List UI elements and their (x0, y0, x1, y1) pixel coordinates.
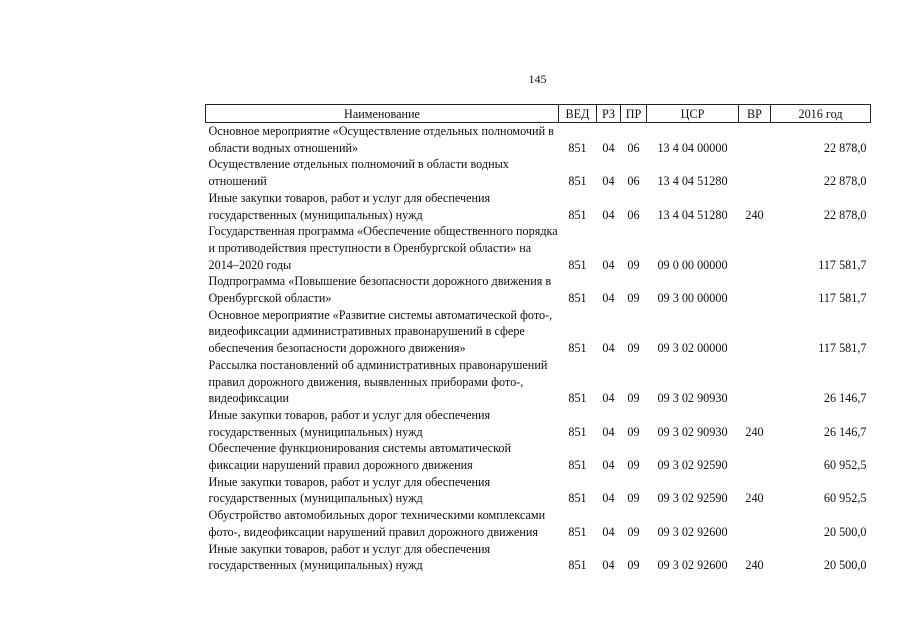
row-amount: 60 952,5 (823, 458, 867, 473)
table-row (206, 223, 871, 273)
row-vr: 240 (745, 424, 764, 439)
row-pr: 09 (627, 391, 640, 406)
row-vr: 240 (745, 207, 764, 222)
row-csr: 09 3 02 92590 (657, 491, 728, 506)
row-ved: 851 (568, 424, 587, 439)
table-row (206, 407, 871, 440)
row-rz: 04 (602, 424, 615, 439)
row-pr: 09 (627, 341, 640, 356)
row-rz: 04 (602, 257, 615, 272)
row-name: Основное мероприятие «Развитие системы автоматической фото-, видеофиксации административных правонарушений в сфере обеспечения безопасности дорожного движения» (208, 307, 553, 356)
row-name: Иные закупки товаров, работ и услуг для обеспечения государственных (муниципальных) нужд (208, 407, 491, 439)
row-vr (739, 507, 771, 540)
row-vr: 240 (745, 491, 764, 506)
budget-table (205, 104, 871, 574)
header-year: 2016 год (771, 105, 871, 123)
row-name: Обеспечение функционирования системы автоматической фиксации нарушений правил дорожного движения (208, 441, 511, 473)
row-pr: 09 (627, 291, 640, 306)
row-csr: 09 3 02 90930 (657, 424, 728, 439)
row-rz: 04 (602, 140, 615, 155)
row-amount: 22 878,0 (823, 207, 867, 222)
row-ved: 851 (568, 524, 587, 539)
row-csr: 13 4 04 00000 (657, 140, 728, 155)
row-pr: 09 (627, 558, 640, 573)
table-row (206, 357, 871, 407)
row-ved: 851 (568, 341, 587, 356)
row-csr: 09 3 00 00000 (657, 291, 728, 306)
row-vr (739, 357, 771, 407)
row-pr: 09 (627, 424, 640, 439)
header-rz: РЗ (597, 105, 621, 123)
row-amount: 20 500,0 (823, 558, 867, 573)
table-body (206, 123, 871, 574)
header-csr: ЦСР (647, 105, 739, 123)
row-amount: 117 581,7 (818, 291, 867, 306)
row-name: Иные закупки товаров, работ и услуг для обеспечения государственных (муниципальных) нужд (208, 474, 491, 506)
row-rz: 04 (602, 558, 615, 573)
row-csr: 09 3 02 00000 (657, 341, 728, 356)
row-pr: 09 (627, 458, 640, 473)
row-vr (739, 156, 771, 189)
row-name: Рассылка постановлений об административных правонарушений правил дорожного движения, выявленных приборами фото-, видеофиксации (208, 357, 548, 406)
row-pr: 06 (627, 207, 640, 222)
row-csr: 09 3 02 92600 (657, 558, 728, 573)
row-name: Иные закупки товаров, работ и услуг для обеспечения государственных (муниципальных) нужд (208, 541, 491, 573)
row-amount: 117 581,7 (818, 257, 867, 272)
row-pr: 09 (627, 257, 640, 272)
row-ved: 851 (568, 458, 587, 473)
row-csr: 13 4 04 51280 (657, 174, 728, 189)
row-vr (739, 223, 771, 273)
header-ved: ВЕД (559, 105, 597, 123)
row-vr (739, 440, 771, 473)
header-pr: ПР (621, 105, 647, 123)
row-pr: 09 (627, 524, 640, 539)
page-number: 145 (528, 72, 547, 86)
table-row (206, 507, 871, 540)
table-row (206, 474, 871, 507)
row-rz: 04 (602, 458, 615, 473)
row-vr (739, 307, 771, 357)
row-amount: 22 878,0 (823, 174, 867, 189)
row-pr: 09 (627, 491, 640, 506)
table-row (206, 273, 871, 306)
row-name: Государственная программа «Обеспечение общественного порядка и противодействия преступности в Оренбургской области» на 2014–2020 годы (208, 224, 558, 272)
table-header (206, 105, 871, 123)
row-csr: 09 3 02 90930 (657, 391, 728, 406)
row-amount: 20 500,0 (823, 524, 867, 539)
row-name: Иные закупки товаров, работ и услуг для обеспечения государственных (муниципальных) нужд (208, 190, 491, 222)
row-csr: 13 4 04 51280 (657, 207, 728, 222)
row-name: Обустройство автомобильных дорог техническими комплексами фото-, видеофиксации нарушений правил дорожного движения (208, 508, 546, 539)
row-rz: 04 (602, 341, 615, 356)
row-name: Подпрограмма «Повышение безопасности дорожного движения в Оренбургской области» (208, 274, 552, 306)
row-amount: 26 146,7 (823, 391, 867, 406)
table-row (206, 123, 871, 157)
header-row (206, 105, 871, 123)
row-rz: 04 (602, 524, 615, 539)
row-vr (739, 123, 771, 157)
row-name: Основное мероприятие «Осуществление отдельных полномочий в области водных отношений» (208, 124, 554, 155)
row-rz: 04 (602, 491, 615, 506)
row-ved: 851 (568, 174, 587, 189)
row-vr (739, 273, 771, 306)
row-ved: 851 (568, 257, 587, 272)
header-vr: ВР (739, 105, 771, 123)
table-row (206, 190, 871, 223)
row-csr: 09 0 00 00000 (657, 257, 728, 272)
table-row (206, 541, 871, 574)
row-rz: 04 (602, 174, 615, 189)
row-csr: 09 3 02 92590 (657, 458, 728, 473)
row-pr: 06 (627, 140, 640, 155)
row-amount: 22 878,0 (823, 140, 867, 155)
row-ved: 851 (568, 140, 587, 155)
row-rz: 04 (602, 291, 615, 306)
row-rz: 04 (602, 391, 615, 406)
row-ved: 851 (568, 391, 587, 406)
row-amount: 26 146,7 (823, 424, 867, 439)
row-rz: 04 (602, 207, 615, 222)
header-name: Наименование (206, 105, 559, 123)
row-name: Осуществление отдельных полномочий в области водных отношений (208, 157, 509, 189)
row-pr: 06 (627, 174, 640, 189)
table-row (206, 156, 871, 189)
row-ved: 851 (568, 491, 587, 506)
table-row (206, 307, 871, 357)
row-csr: 09 3 02 92600 (657, 524, 728, 539)
row-ved: 851 (568, 291, 587, 306)
row-ved: 851 (568, 207, 587, 222)
table-row (206, 440, 871, 473)
row-ved: 851 (568, 558, 587, 573)
row-amount: 60 952,5 (823, 491, 867, 506)
row-vr: 240 (745, 558, 764, 573)
row-amount: 117 581,7 (818, 341, 867, 356)
